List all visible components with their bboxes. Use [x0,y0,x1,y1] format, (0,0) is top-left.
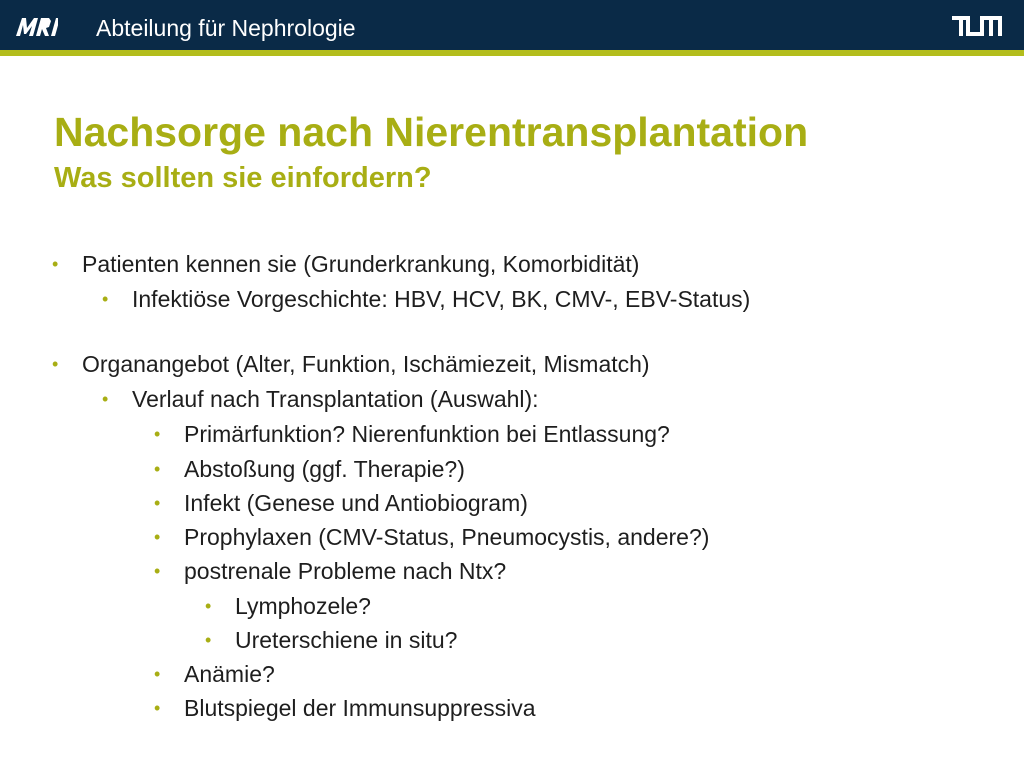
bullet-dot-icon: • [205,630,212,650]
bullet-item-level-2 [102,285,751,313]
tum-logo-icon [952,14,1002,38]
bullet-item-level-1 [52,250,640,278]
bullet-text: Ureterschiene in situ? [235,627,458,653]
bullet-item-level-3 [154,489,528,517]
bullet-item-level-3 [154,455,465,483]
bullet-text: Primärfunktion? Nierenfunktion bei Entlassung? [184,421,670,447]
mri-logo-icon [14,14,58,38]
bullet-dot-icon: • [154,459,161,479]
bullet-text: Organangebot (Alter, Funktion, Ischämiezeit, Mismatch) [82,351,650,377]
bullet-text: Infekt (Genese und Antiobiogram) [184,490,528,516]
bullet-dot-icon: • [102,389,109,409]
bullet-dot-icon: • [102,289,109,309]
bullet-item-level-4 [205,626,458,654]
bullet-dot-icon: • [154,664,161,684]
bullet-text: Patienten kennen sie (Grunderkrankung, Komorbidität) [82,251,640,277]
bullet-dot-icon: • [52,254,59,274]
bullet-item-level-3 [154,660,275,688]
bullet-item-level-4 [205,592,371,620]
bullet-dot-icon: • [154,527,161,547]
bullet-text: Infektiöse Vorgeschichte: HBV, HCV, BK, CMV-, EBV-Status) [132,286,751,312]
bullet-dot-icon: • [154,561,161,581]
bullet-text: Abstoßung (ggf. Therapie?) [184,456,465,482]
bullet-item-level-3 [154,420,670,448]
bullet-item-level-3 [154,557,507,585]
bullet-text: Prophylaxen (CMV-Status, Pneumocystis, andere?) [184,524,710,550]
bullet-dot-icon: • [154,424,161,444]
bullet-dot-icon: • [52,354,59,374]
header-bar [0,0,1024,50]
bullet-text: postrenale Probleme nach Ntx? [184,558,507,584]
bullet-item-level-1 [52,350,650,378]
bullet-item-level-3 [154,523,710,551]
bullet-text: Anämie? [184,661,275,687]
bullet-item-level-2 [102,385,539,413]
bullet-dot-icon: • [205,596,212,616]
slide-title: Nachsorge nach Nierentransplantation [54,109,809,155]
header-accent-rule [0,50,1024,56]
bullet-text: Blutspiegel der Immunsuppressiva [184,695,536,721]
department-name: Abteilung für Nephrologie [96,15,356,41]
slide-subtitle: Was sollten sie einfordern? [54,162,432,194]
bullet-item-level-3 [154,694,536,722]
bullet-dot-icon: • [154,493,161,513]
bullet-text: Verlauf nach Transplantation (Auswahl): [132,386,539,412]
bullet-text: Lymphozele? [235,593,371,619]
bullet-dot-icon: • [154,698,161,718]
